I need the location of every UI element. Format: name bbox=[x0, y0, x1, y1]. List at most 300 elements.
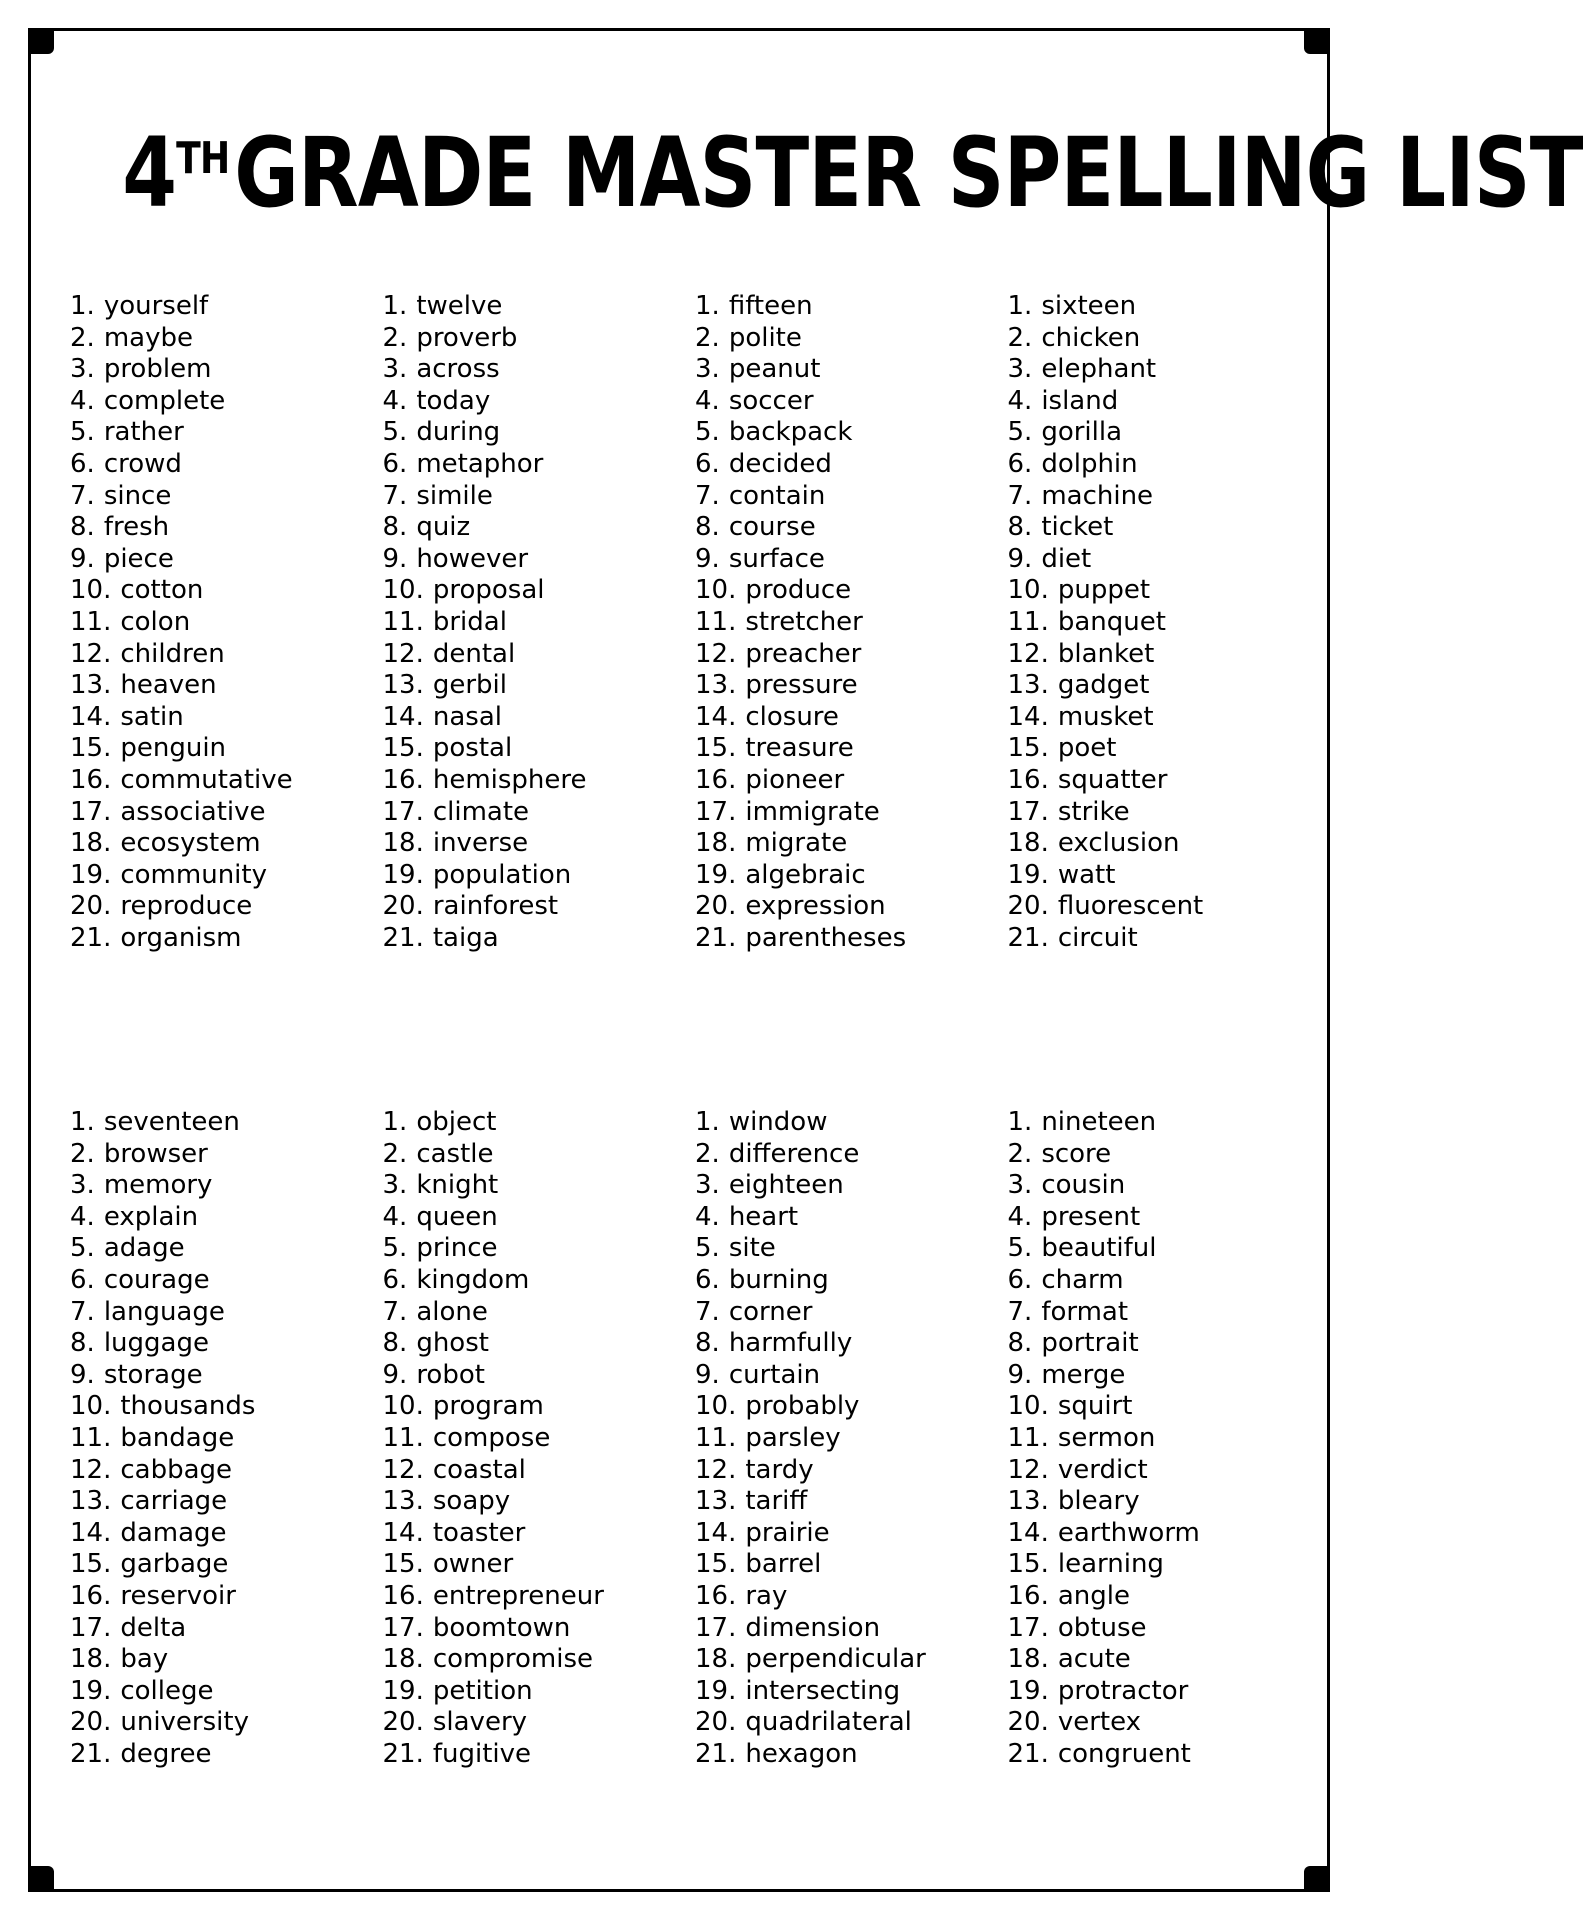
word-number: 5. bbox=[1007, 417, 1033, 448]
word-number: 20. bbox=[70, 891, 112, 922]
word-number: 5. bbox=[70, 417, 95, 448]
word-number: 8. bbox=[382, 1328, 408, 1359]
word-list-item bbox=[695, 891, 1008, 923]
word-list-item bbox=[1008, 1233, 1321, 1265]
word-list-item bbox=[383, 1202, 696, 1234]
word-text: bandage bbox=[120, 1422, 235, 1453]
word-number: 3. bbox=[1007, 1170, 1033, 1201]
word-number: 20. bbox=[695, 1707, 737, 1738]
word-number: 6. bbox=[1007, 448, 1033, 479]
word-text: backpack bbox=[728, 417, 853, 448]
word-text: toaster bbox=[432, 1517, 526, 1548]
word-list-item bbox=[1008, 1202, 1321, 1234]
word-number: 5. bbox=[695, 417, 720, 448]
word-text: seventeen bbox=[103, 1107, 240, 1137]
word-text: since bbox=[103, 480, 172, 511]
word-number: 7. bbox=[1007, 1296, 1033, 1327]
word-number: 18. bbox=[1007, 1644, 1049, 1675]
word-text: petition bbox=[432, 1675, 533, 1706]
word-number: 11. bbox=[1007, 1422, 1049, 1453]
word-text: climate bbox=[432, 796, 530, 827]
word-list-item bbox=[383, 1107, 696, 1139]
word-text: children bbox=[120, 638, 225, 669]
word-list-block-top bbox=[70, 291, 1320, 954]
word-text: watt bbox=[1057, 859, 1116, 890]
word-text: soccer bbox=[728, 385, 814, 416]
word-text: across bbox=[416, 354, 500, 385]
word-number: 12. bbox=[695, 638, 737, 669]
word-text: vertex bbox=[1057, 1707, 1142, 1738]
word-number: 1. bbox=[382, 1107, 408, 1137]
word-number: 13. bbox=[1007, 670, 1049, 701]
word-text: dolphin bbox=[1041, 448, 1138, 479]
word-text: complete bbox=[103, 385, 226, 416]
word-list-item bbox=[1008, 797, 1321, 829]
word-list-item bbox=[1008, 702, 1321, 734]
word-number: 14. bbox=[695, 1517, 737, 1548]
word-list-item bbox=[1008, 891, 1321, 923]
word-list-item bbox=[695, 575, 1008, 607]
word-list-item bbox=[695, 544, 1008, 576]
word-number: 13. bbox=[382, 670, 424, 701]
word-number: 18. bbox=[382, 828, 424, 859]
word-number: 15. bbox=[382, 1549, 424, 1580]
word-number: 6. bbox=[695, 448, 720, 479]
word-text: window bbox=[728, 1107, 828, 1137]
word-number: 16. bbox=[70, 764, 112, 795]
word-list-item bbox=[695, 765, 1008, 797]
word-number: 1. bbox=[695, 1107, 720, 1137]
word-number: 9. bbox=[1007, 543, 1033, 574]
word-list-item bbox=[383, 1297, 696, 1329]
word-text: however bbox=[416, 543, 529, 574]
word-column bbox=[1008, 291, 1321, 954]
word-list-item bbox=[70, 828, 383, 860]
word-number: 7. bbox=[70, 480, 95, 511]
word-list-item bbox=[1008, 481, 1321, 513]
word-number: 14. bbox=[1007, 1517, 1049, 1548]
word-number: 17. bbox=[695, 1612, 737, 1643]
word-number: 11. bbox=[70, 606, 112, 637]
word-text: algebraic bbox=[745, 859, 866, 890]
word-number: 17. bbox=[382, 1612, 424, 1643]
word-text: during bbox=[416, 417, 501, 448]
word-number: 1. bbox=[1007, 291, 1033, 321]
word-text: chicken bbox=[1041, 322, 1141, 353]
word-text: musket bbox=[1057, 701, 1154, 732]
word-number: 20. bbox=[70, 1707, 112, 1738]
word-text: language bbox=[103, 1296, 225, 1327]
word-list-item bbox=[383, 733, 696, 765]
word-text: bay bbox=[120, 1644, 169, 1675]
word-number: 6. bbox=[695, 1264, 720, 1295]
word-text: browser bbox=[103, 1138, 208, 1169]
word-text: nineteen bbox=[1041, 1107, 1157, 1137]
word-text: dental bbox=[432, 638, 516, 669]
word-list-item bbox=[1008, 1739, 1321, 1771]
word-list-item bbox=[70, 1613, 383, 1645]
word-text: poet bbox=[1057, 733, 1117, 764]
word-list-item bbox=[1008, 639, 1321, 671]
word-list-item bbox=[383, 1233, 696, 1265]
word-number: 12. bbox=[70, 638, 112, 669]
word-number: 9. bbox=[70, 1359, 95, 1390]
word-text: squatter bbox=[1057, 764, 1168, 795]
word-number: 16. bbox=[1007, 764, 1049, 795]
word-number: 14. bbox=[70, 701, 112, 732]
word-number: 17. bbox=[70, 1612, 112, 1643]
word-number: 10. bbox=[1007, 575, 1049, 606]
word-list-item bbox=[1008, 1613, 1321, 1645]
word-list-item bbox=[695, 1360, 1008, 1392]
word-text: queen bbox=[416, 1201, 498, 1232]
word-text: strike bbox=[1057, 796, 1130, 827]
word-text: earthworm bbox=[1057, 1517, 1200, 1548]
word-list-item bbox=[383, 702, 696, 734]
word-text: tariff bbox=[745, 1486, 808, 1517]
word-number: 7. bbox=[382, 1296, 408, 1327]
word-number: 13. bbox=[70, 670, 112, 701]
word-text: cousin bbox=[1041, 1170, 1126, 1201]
word-text: sixteen bbox=[1041, 291, 1137, 321]
word-column bbox=[70, 291, 383, 954]
word-text: parentheses bbox=[745, 922, 907, 953]
word-text: puppet bbox=[1057, 575, 1151, 606]
word-number: 4. bbox=[382, 385, 408, 416]
word-list-item bbox=[1008, 1676, 1321, 1708]
word-text: charm bbox=[1041, 1264, 1124, 1295]
word-list-item bbox=[70, 797, 383, 829]
word-number: 19. bbox=[1007, 1675, 1049, 1706]
word-list-item bbox=[70, 1328, 383, 1360]
word-text: cotton bbox=[120, 575, 204, 606]
word-number: 7. bbox=[1007, 480, 1033, 511]
word-text: closure bbox=[745, 701, 839, 732]
word-list-item bbox=[383, 797, 696, 829]
word-text: cabbage bbox=[120, 1454, 233, 1485]
word-text: memory bbox=[103, 1170, 213, 1201]
word-number: 21. bbox=[70, 1738, 112, 1769]
word-list-item bbox=[383, 354, 696, 386]
word-list-item bbox=[695, 449, 1008, 481]
word-list-item bbox=[695, 1739, 1008, 1771]
word-number: 18. bbox=[695, 1644, 737, 1675]
word-text: tardy bbox=[745, 1454, 814, 1485]
word-list-item bbox=[70, 702, 383, 734]
word-number: 13. bbox=[1007, 1486, 1049, 1517]
word-number: 19. bbox=[695, 1675, 737, 1706]
word-list-item bbox=[695, 1613, 1008, 1645]
word-text: heaven bbox=[120, 670, 217, 701]
word-text: pioneer bbox=[745, 764, 845, 795]
word-text: robot bbox=[416, 1359, 485, 1390]
word-text: today bbox=[416, 385, 491, 416]
word-number: 10. bbox=[382, 575, 424, 606]
word-list-item bbox=[695, 1549, 1008, 1581]
word-text: problem bbox=[103, 354, 212, 385]
word-number: 13. bbox=[695, 670, 737, 701]
word-text: exclusion bbox=[1057, 828, 1180, 859]
word-list-item bbox=[1008, 386, 1321, 418]
word-number: 5. bbox=[382, 1233, 408, 1264]
word-text: luggage bbox=[103, 1328, 209, 1359]
word-list-item bbox=[695, 1139, 1008, 1171]
word-list-item bbox=[70, 354, 383, 386]
word-number: 16. bbox=[695, 1580, 737, 1611]
word-list-item bbox=[70, 670, 383, 702]
word-number: 13. bbox=[382, 1486, 424, 1517]
word-number: 19. bbox=[70, 1675, 112, 1706]
word-text: heart bbox=[728, 1201, 799, 1232]
word-number: 3. bbox=[382, 1170, 408, 1201]
word-list-item bbox=[695, 1328, 1008, 1360]
word-number: 14. bbox=[382, 701, 424, 732]
word-number: 15. bbox=[695, 733, 737, 764]
word-text: merge bbox=[1041, 1359, 1126, 1390]
word-number: 14. bbox=[382, 1517, 424, 1548]
word-text: adage bbox=[103, 1233, 185, 1264]
word-list-item bbox=[1008, 1455, 1321, 1487]
word-number: 12. bbox=[382, 1454, 424, 1485]
word-number: 8. bbox=[1007, 1328, 1033, 1359]
word-text: curtain bbox=[728, 1359, 821, 1390]
word-number: 9. bbox=[70, 543, 95, 574]
word-number: 14. bbox=[1007, 701, 1049, 732]
word-text: site bbox=[728, 1233, 776, 1264]
word-number: 10. bbox=[695, 1391, 737, 1422]
word-list-item bbox=[70, 1549, 383, 1581]
word-list-item bbox=[695, 1676, 1008, 1708]
word-list-item bbox=[1008, 1581, 1321, 1613]
word-number: 10. bbox=[1007, 1391, 1049, 1422]
word-text: produce bbox=[745, 575, 852, 606]
word-list-item bbox=[70, 1170, 383, 1202]
word-list-item bbox=[70, 1297, 383, 1329]
word-number: 17. bbox=[1007, 796, 1049, 827]
word-number: 16. bbox=[382, 764, 424, 795]
word-text: parsley bbox=[745, 1422, 841, 1453]
word-number: 2. bbox=[382, 322, 408, 353]
word-text: rather bbox=[103, 417, 184, 448]
word-number: 10. bbox=[70, 575, 112, 606]
word-text: slavery bbox=[432, 1707, 528, 1738]
word-text: fifteen bbox=[728, 291, 813, 321]
word-text: hemisphere bbox=[432, 764, 587, 795]
word-text: probably bbox=[745, 1391, 860, 1422]
word-number: 3. bbox=[695, 354, 720, 385]
word-number: 7. bbox=[382, 480, 408, 511]
word-number: 8. bbox=[382, 512, 408, 543]
word-list-item bbox=[70, 417, 383, 449]
word-list-block-bottom bbox=[70, 1107, 1320, 1770]
word-number: 14. bbox=[695, 701, 737, 732]
corner-tab-bottom-left bbox=[28, 1866, 54, 1892]
word-list-item bbox=[70, 1265, 383, 1297]
word-list-item bbox=[1008, 1518, 1321, 1550]
word-list-item bbox=[383, 1644, 696, 1676]
word-list-item bbox=[1008, 449, 1321, 481]
word-number: 15. bbox=[695, 1549, 737, 1580]
word-list-item bbox=[695, 1170, 1008, 1202]
word-number: 12. bbox=[695, 1454, 737, 1485]
word-list-item bbox=[383, 1707, 696, 1739]
word-number: 20. bbox=[382, 1707, 424, 1738]
word-list-item bbox=[383, 1676, 696, 1708]
word-list-item bbox=[383, 639, 696, 671]
word-text: knight bbox=[416, 1170, 499, 1201]
word-list-item bbox=[695, 702, 1008, 734]
word-text: reproduce bbox=[120, 891, 253, 922]
word-list-item bbox=[70, 891, 383, 923]
word-list-item bbox=[1008, 417, 1321, 449]
word-text: penguin bbox=[120, 733, 227, 764]
word-text: thousands bbox=[120, 1391, 256, 1422]
word-number: 5. bbox=[70, 1233, 95, 1264]
word-list-item bbox=[383, 923, 696, 955]
word-text: reservoir bbox=[120, 1580, 236, 1611]
word-list-item bbox=[383, 891, 696, 923]
word-text: burning bbox=[728, 1264, 829, 1295]
word-list-item bbox=[695, 1107, 1008, 1139]
word-list-item bbox=[1008, 1707, 1321, 1739]
word-number: 8. bbox=[695, 1328, 720, 1359]
word-text: preacher bbox=[745, 638, 862, 669]
word-number: 5. bbox=[1007, 1233, 1033, 1264]
word-text: simile bbox=[416, 480, 493, 511]
word-text: soapy bbox=[432, 1486, 511, 1517]
word-number: 7. bbox=[695, 480, 720, 511]
word-number: 21. bbox=[1007, 1738, 1049, 1769]
word-text: contain bbox=[728, 480, 826, 511]
word-text: ray bbox=[745, 1580, 788, 1611]
word-text: kingdom bbox=[416, 1264, 530, 1295]
word-number: 11. bbox=[695, 1422, 737, 1453]
word-text: prairie bbox=[745, 1517, 830, 1548]
word-number: 16. bbox=[1007, 1580, 1049, 1611]
word-list-item bbox=[1008, 1170, 1321, 1202]
word-number: 2. bbox=[70, 1138, 95, 1169]
word-list-item bbox=[70, 544, 383, 576]
word-list-item bbox=[70, 765, 383, 797]
word-text: island bbox=[1041, 385, 1119, 416]
word-number: 16. bbox=[70, 1580, 112, 1611]
word-number: 21. bbox=[382, 1738, 424, 1769]
word-text: degree bbox=[120, 1738, 212, 1769]
word-text: perpendicular bbox=[745, 1644, 926, 1675]
word-number: 15. bbox=[1007, 1549, 1049, 1580]
word-number: 11. bbox=[1007, 606, 1049, 637]
word-list-item bbox=[383, 1391, 696, 1423]
word-list-item bbox=[1008, 323, 1321, 355]
word-text: treasure bbox=[745, 733, 854, 764]
word-text: format bbox=[1041, 1296, 1129, 1327]
word-list-item bbox=[695, 1644, 1008, 1676]
word-text: storage bbox=[103, 1359, 203, 1390]
word-text: university bbox=[120, 1707, 249, 1738]
word-list-item bbox=[695, 639, 1008, 671]
word-text: proverb bbox=[416, 322, 518, 353]
word-text: peanut bbox=[728, 354, 821, 385]
word-text: entrepreneur bbox=[432, 1580, 604, 1611]
word-text: castle bbox=[416, 1138, 494, 1169]
word-list-item bbox=[70, 733, 383, 765]
word-list-item bbox=[1008, 733, 1321, 765]
word-text: portrait bbox=[1041, 1328, 1139, 1359]
word-text: protractor bbox=[1057, 1675, 1189, 1706]
word-text: hexagon bbox=[745, 1738, 858, 1769]
word-number: 19. bbox=[695, 859, 737, 890]
word-text: compose bbox=[432, 1422, 551, 1453]
word-number: 11. bbox=[70, 1422, 112, 1453]
word-number: 9. bbox=[1007, 1359, 1033, 1390]
word-number: 13. bbox=[695, 1486, 737, 1517]
word-text: sermon bbox=[1057, 1422, 1156, 1453]
word-list-item bbox=[383, 386, 696, 418]
word-list-item bbox=[70, 1739, 383, 1771]
word-text: alone bbox=[416, 1296, 488, 1327]
word-number: 19. bbox=[70, 859, 112, 890]
word-list-item bbox=[1008, 765, 1321, 797]
word-list-item bbox=[695, 291, 1008, 323]
word-text: organism bbox=[120, 922, 242, 953]
word-number: 12. bbox=[1007, 638, 1049, 669]
word-text: explain bbox=[103, 1201, 199, 1232]
word-list-item bbox=[70, 1139, 383, 1171]
word-text: bleary bbox=[1057, 1486, 1140, 1517]
word-list-item bbox=[1008, 1360, 1321, 1392]
word-number: 15. bbox=[382, 733, 424, 764]
word-text: machine bbox=[1041, 480, 1154, 511]
word-number: 18. bbox=[1007, 828, 1049, 859]
word-list-item bbox=[70, 1391, 383, 1423]
word-list-item bbox=[70, 860, 383, 892]
corner-tab-top-right bbox=[1304, 28, 1330, 54]
word-number: 4. bbox=[695, 1201, 720, 1232]
word-list-item bbox=[70, 323, 383, 355]
word-list-item bbox=[695, 1581, 1008, 1613]
word-text: decided bbox=[728, 448, 832, 479]
word-number: 19. bbox=[382, 859, 424, 890]
word-text: twelve bbox=[416, 291, 503, 321]
word-number: 15. bbox=[70, 733, 112, 764]
word-list-item bbox=[383, 512, 696, 544]
word-list-item bbox=[70, 1107, 383, 1139]
word-list-item bbox=[70, 512, 383, 544]
word-list-item bbox=[695, 1423, 1008, 1455]
word-list-item bbox=[70, 1644, 383, 1676]
word-list-item bbox=[383, 860, 696, 892]
word-text: obtuse bbox=[1057, 1612, 1147, 1643]
word-number: 8. bbox=[70, 1328, 95, 1359]
word-list-item bbox=[70, 1455, 383, 1487]
word-list-item bbox=[1008, 544, 1321, 576]
word-text: delta bbox=[120, 1612, 187, 1643]
word-number: 7. bbox=[70, 1296, 95, 1327]
word-number: 2. bbox=[70, 322, 95, 353]
word-text: rainforest bbox=[432, 891, 559, 922]
title-grade: 4 bbox=[122, 117, 177, 229]
word-text: metaphor bbox=[416, 448, 544, 479]
word-text: elephant bbox=[1041, 354, 1157, 385]
word-number: 17. bbox=[382, 796, 424, 827]
word-text: ghost bbox=[416, 1328, 489, 1359]
word-list-item bbox=[383, 1265, 696, 1297]
word-text: pressure bbox=[745, 670, 858, 701]
word-number: 3. bbox=[70, 354, 95, 385]
word-text: satin bbox=[120, 701, 184, 732]
word-list-item bbox=[70, 575, 383, 607]
word-number: 8. bbox=[70, 512, 95, 543]
